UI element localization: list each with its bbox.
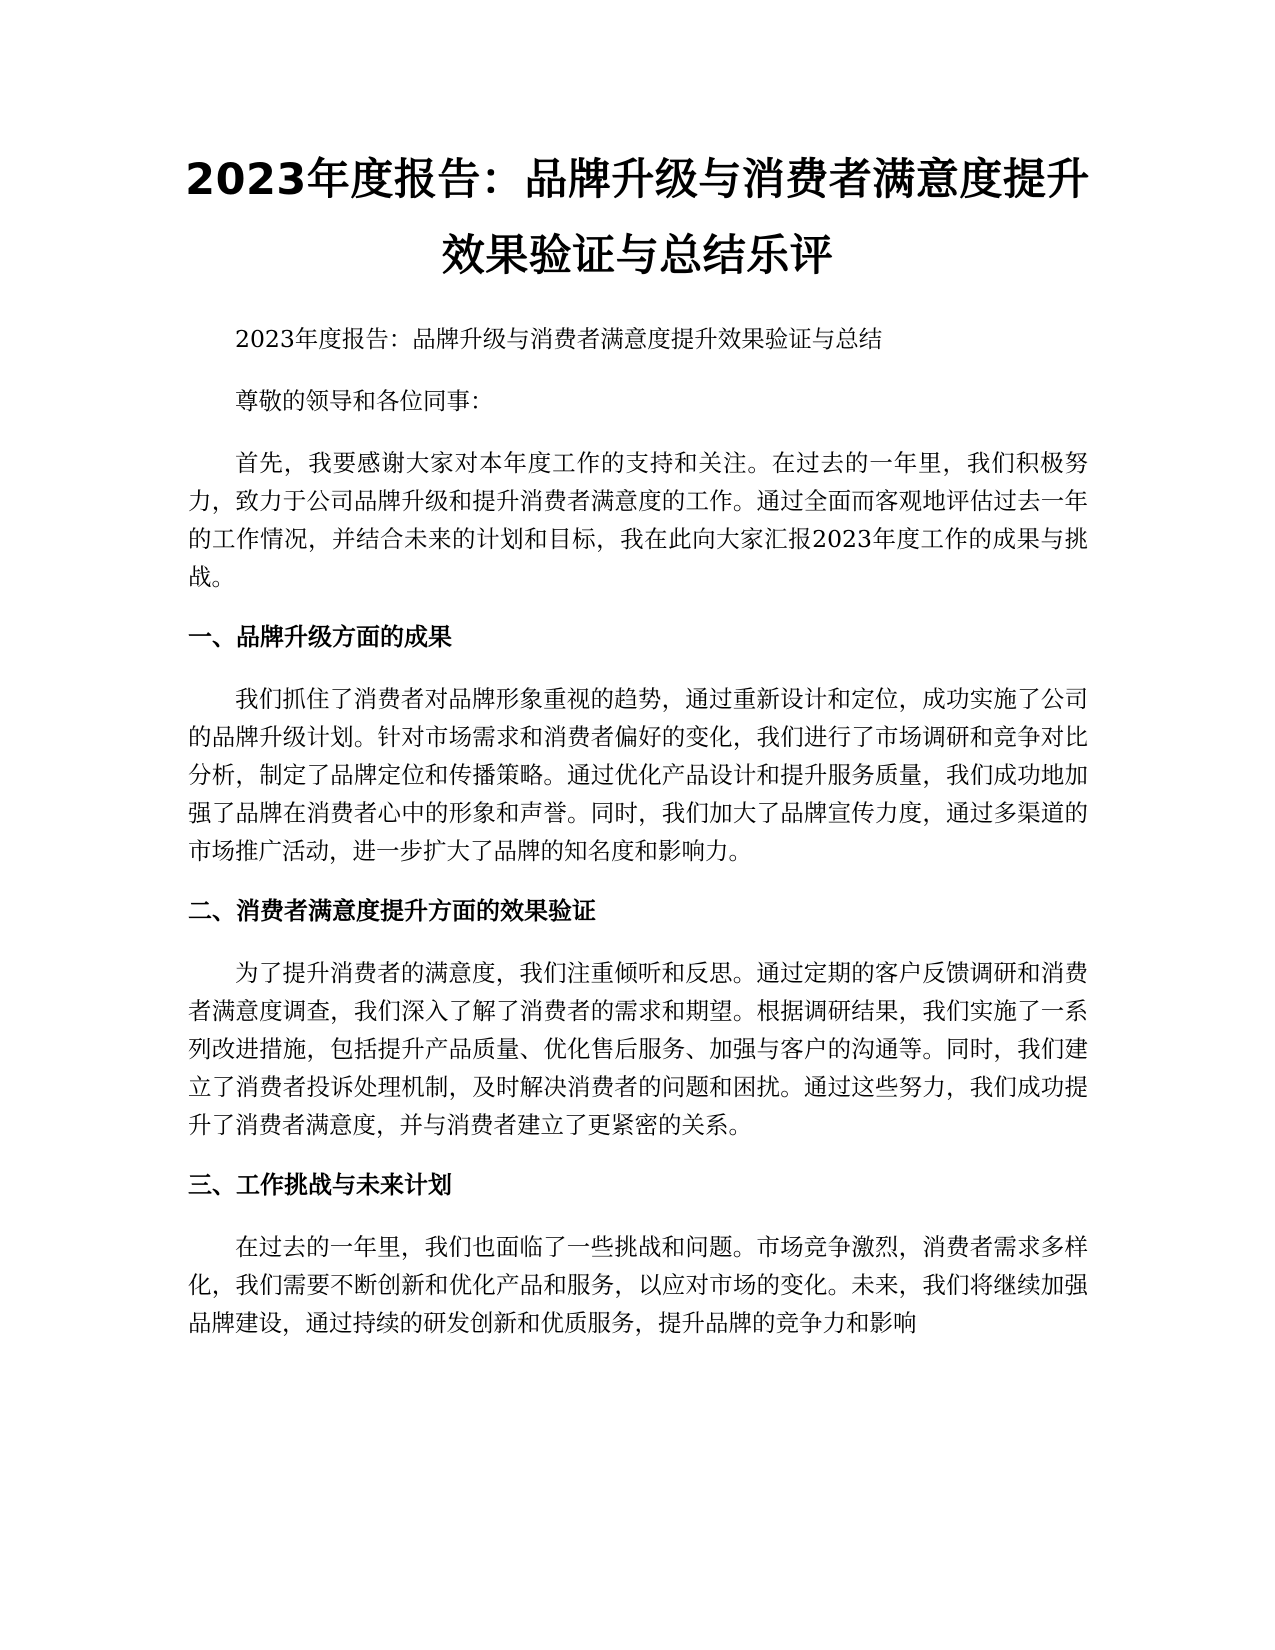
section-heading-satisfaction: 二、消费者满意度提升方面的效果验证 [188, 897, 596, 925]
subtitle-line: 2023年度报告：品牌升级与消费者满意度提升效果验证与总结 [235, 325, 883, 353]
greeting: 尊敬的领导和各位同事： [235, 387, 494, 415]
intro-paragraph: 首先，我要感谢大家对本年度工作的支持和关注。在过去的一年里，我们积极努力，致力于公司品牌升级和提升消费者满意度的工作。通过全面而客观地评估过去一年的工作情况，并结合未来的计划和目标，我在此向大家汇报2023年度工作的成果与挑战。 [188, 449, 1088, 591]
document-body [188, 320, 1088, 1366]
document-title: 2023年度报告：品牌升级与消费者满意度提升效果验证与总结乐评 [185, 155, 1090, 281]
section-body-challenges: 在过去的一年里，我们也面临了一些挑战和问题。市场竞争激烈，消费者需求多样化，我们需要不断创新和优化产品和服务，以应对市场的变化。未来，我们将继续加强品牌建设，通过持续的研发创新和优质服务，提升品牌的竞争力和影响 [188, 1233, 1088, 1337]
section-body-satisfaction: 为了提升消费者的满意度，我们注重倾听和反思。通过定期的客户反馈调研和消费者满意度调查，我们深入了解了消费者的需求和期望。根据调研结果，我们实施了一系列改进措施，包括提升产品质量、优化售后服务、加强与客户的沟通等。同时，我们建立了消费者投诉处理机制，及时解决消费者的问题和困扰。通过这些努力，我们成功提升了消费者满意度，并与消费者建立了更紧密的关系。 [188, 959, 1088, 1139]
section-heading-brand-upgrade: 一、品牌升级方面的成果 [188, 623, 452, 651]
section-heading-challenges: 三、工作挑战与未来计划 [188, 1171, 452, 1199]
section-body-brand-upgrade: 我们抓住了消费者对品牌形象重视的趋势，通过重新设计和定位，成功实施了公司的品牌升级计划。针对市场需求和消费者偏好的变化，我们进行了市场调研和竞争对比分析，制定了品牌定位和传播策略。通过优化产品设计和提升服务质量，我们成功地加强了品牌在消费者心中的形象和声誉。同时，我们加大了品牌宣传力度，通过多渠道的市场推广活动，进一步扩大了品牌的知名度和影响力。 [188, 685, 1088, 865]
